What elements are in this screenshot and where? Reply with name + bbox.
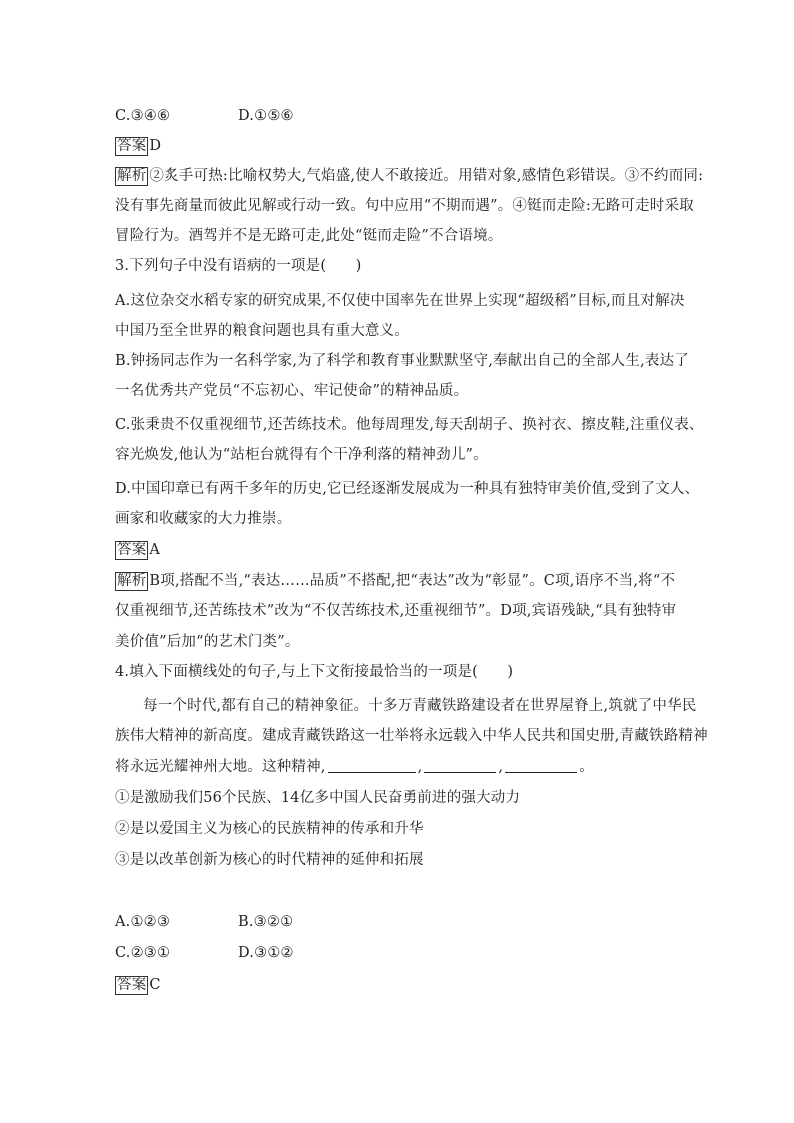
q4-passage-line — [115, 757, 685, 777]
q4-option-c: C.②③① — [115, 945, 171, 961]
answer-value: C — [149, 977, 161, 993]
q3-option-line: 中国乃至全世界的粮食问题也具有重大意义。 — [115, 323, 409, 339]
q3-option-line: D.中国印章已有两千多年的历史,它已经逐渐发展成为一种具有独特审美价值,受到了文人、 — [115, 481, 700, 497]
fill-blank-1 — [328, 758, 416, 773]
q3-option-line: A.这位杂交水稻专家的研究成果,不仅使中国率先在世界上实现“超级稻”目标,而且对解决 — [115, 293, 685, 309]
q4-options-row — [115, 912, 685, 932]
fill-blank-2 — [424, 758, 496, 773]
q4-sentence: ③是以改革创新为核心的时代精神的延伸和拓展 — [115, 852, 424, 868]
q3-answer — [115, 540, 685, 560]
q4-sentence: ①是激励我们56个民族、14亿多中国人民奋勇前进的强大动力 — [115, 790, 521, 806]
analysis-label: 解析 — [117, 168, 147, 184]
q4-option-d: D.③①② — [238, 945, 294, 961]
answer-label: 答案 — [117, 138, 147, 154]
period: 。 — [579, 759, 594, 775]
q3-stem: 3.下列句子中没有语病的一项是( ) — [115, 258, 362, 274]
q3-analysis-line: 美价值”后加“的艺术门类”。 — [115, 634, 300, 650]
q2-answer — [115, 136, 685, 156]
q4-option-b: B.③②① — [238, 914, 294, 930]
q4-answer — [115, 975, 685, 995]
q4-passage-line: 族伟大精神的新高度。建成青藏铁路这一壮举将永远载入中华人民共和国史册,青藏铁路精神 — [115, 728, 708, 744]
q2-analysis-line: 冒险行为。酒驾并不是无路可走,此处“铤而走险”不合语境。 — [115, 228, 503, 244]
q2-options-row — [115, 106, 685, 126]
q4-stem: 4.填入下面横线处的句子,与上下文衔接最恰当的一项是( ) — [115, 664, 514, 680]
separator: , — [498, 759, 504, 775]
analysis-text: B项,搭配不当,“表达……品质”不搭配,把“表达”改为“彰显”。C项,语序不当,将“不 — [149, 573, 676, 589]
q4-sentence: ②是以爱国主义为核心的民族精神的传承和升华 — [115, 821, 424, 837]
analysis-text: ②炙手可热:比喻权势大,气焰盛,使人不敢接近。用错对象,感情色彩错误。③不约而同: — [149, 168, 704, 184]
q3-option-line: 一名优秀共产党员“不忘初心、牢记使命”的精神品质。 — [115, 383, 469, 399]
q3-analysis-line: 仅重视细节,还苦练技术”改为“不仅苦练技术,还重视细节”。D项,宾语残缺,“具有独特审 — [115, 603, 677, 619]
q3-analysis-line — [115, 571, 685, 591]
analysis-label: 解析 — [117, 573, 147, 589]
q2-analysis-line — [115, 166, 704, 186]
answer-label: 答案 — [117, 977, 147, 993]
answer-value: A — [149, 542, 161, 558]
answer-value: D — [149, 138, 162, 154]
passage-text: 将永远光耀神州大地。这种精神, — [115, 759, 326, 775]
q3-option-line: 画家和收藏家的大力推崇。 — [115, 511, 292, 527]
q3-option-line: C.张秉贵不仅重视细节,还苦练技术。他每周理发,每天刮胡子、换衬衣、擦皮鞋,注重仪表、 — [115, 417, 704, 433]
q3-option-line: 容光焕发,他认为“站柜台就得有个干净利落的精神劲儿”。 — [115, 447, 488, 463]
q2-analysis-line: 没有事先商量而彼此见解或行动一致。句中应用“不期而遇”。④铤而走险:无路可走时采取 — [115, 198, 694, 214]
answer-label: 答案 — [117, 542, 147, 558]
q4-options-row — [115, 943, 685, 963]
q2-option-d: D.①⑤⑥ — [238, 108, 294, 124]
q4-passage-line: 每一个时代,都有自己的精神象征。十多万青藏铁路建设者在世界屋脊上,筑就了中华民 — [143, 698, 697, 714]
q2-option-c: C.③④⑥ — [115, 108, 171, 124]
fill-blank-3 — [505, 758, 577, 773]
separator: , — [417, 759, 423, 775]
q4-option-a: A.①②③ — [115, 914, 171, 930]
q3-option-line: B.钟扬同志作为一名科学家,为了科学和教育事业默默坚守,奉献出自己的全部人生,表达了 — [115, 353, 689, 369]
